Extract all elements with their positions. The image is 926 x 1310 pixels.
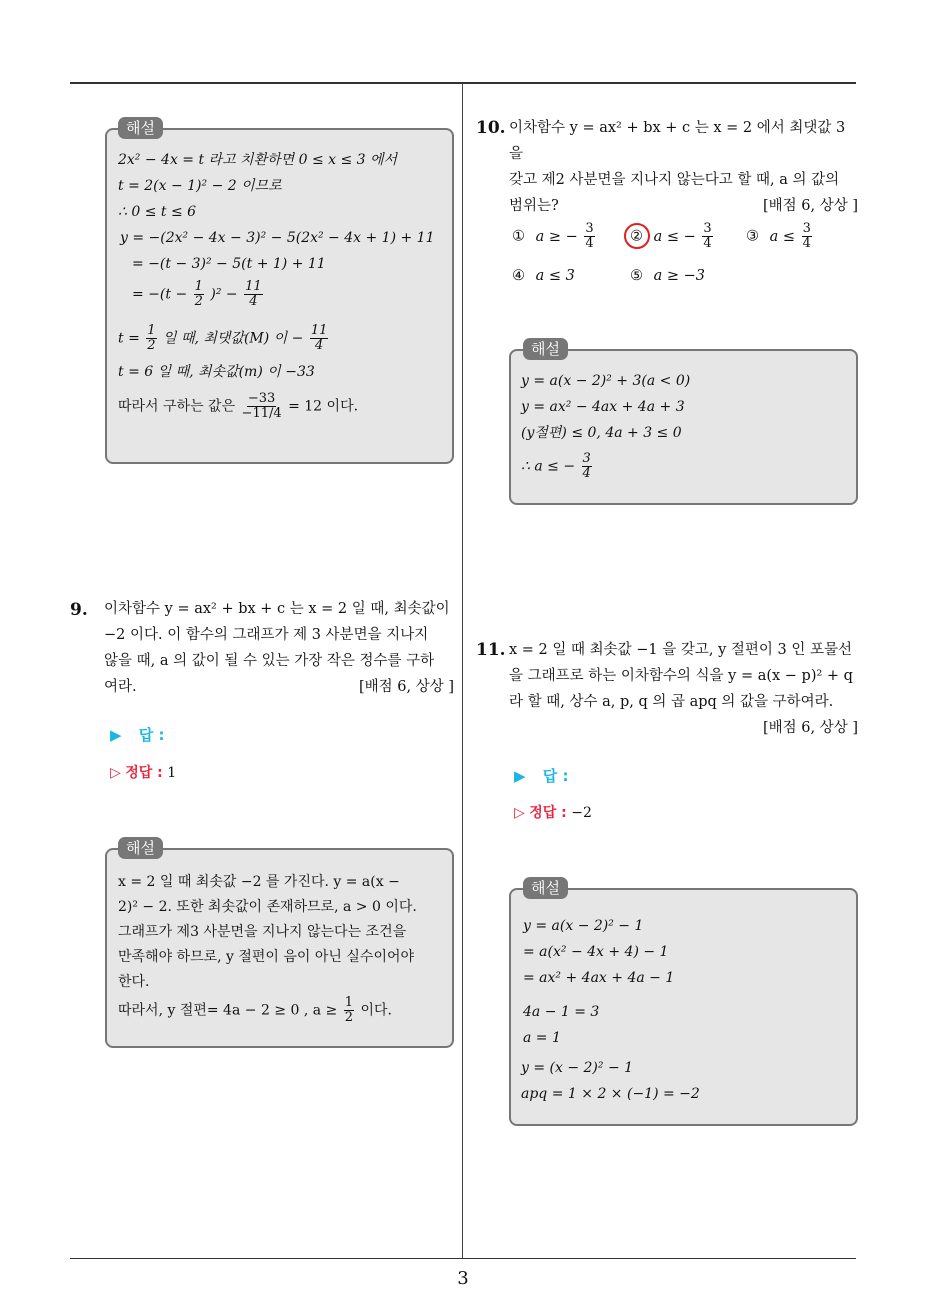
q10-option-1[interactable]	[512, 222, 597, 251]
q9-correct	[110, 762, 176, 782]
option-fraction	[584, 222, 594, 251]
option-text: a ≥ −	[535, 228, 578, 245]
option-text: a ≥ −3	[653, 268, 705, 284]
fraction-denominator: 4	[802, 236, 811, 251]
fraction-numerator: 11	[245, 279, 262, 294]
q10-line-3-text: 범위는?	[509, 198, 559, 214]
q9-number: 9.	[70, 600, 88, 620]
option-mark: ②	[630, 228, 643, 245]
q11-solution-tag: 해설	[523, 877, 568, 899]
q11-sol-line-3: = ax² + 4ax + 4a − 1	[523, 970, 675, 986]
q9-line-2: −2 이다. 이 함수의 그래프가 제 3 사분면을 지나지	[104, 627, 429, 643]
q11-sol-line-1: y = a(x − 2)² − 1	[523, 918, 644, 934]
q9-answer-field[interactable]	[110, 724, 165, 745]
q9-line-4-text: 여라.	[104, 679, 137, 695]
option-text: a ≤	[769, 228, 796, 245]
q9-score: [배점 6, 상상 ]	[358, 679, 454, 695]
q10-text	[509, 115, 858, 219]
q10-sol-line-4-a: ∴ a ≤ −	[521, 458, 576, 475]
option-mark: ①	[512, 228, 525, 245]
q10-sol-line-4	[521, 452, 594, 481]
play-arrow-icon: ▶	[110, 726, 122, 744]
q11-sol-line-7: apq = 1 × 2 × (−1) = −2	[521, 1086, 700, 1102]
q9-solution-tag: 해설	[118, 837, 163, 859]
q11-number: 11.	[476, 640, 506, 660]
q10-option-4[interactable]	[512, 268, 575, 284]
fraction-numerator: −33	[247, 391, 276, 406]
top-rule	[70, 82, 856, 84]
q8-sol-line-9-b: = 12 이다.	[288, 398, 359, 415]
q8-sol-line-6-frac2	[244, 280, 263, 309]
q10-option-3[interactable]	[746, 222, 814, 251]
q9-sol-line-4: 만족해야 하므로, y 절편이 음이 아닌 실수이어야	[118, 949, 415, 965]
hollow-arrow-icon: ▷	[110, 765, 121, 781]
q10-sol-line-1: y = a(x − 2)² + 3(a < 0)	[521, 373, 691, 389]
fraction-numerator: 3	[802, 221, 811, 236]
q11-score: [배점 6, 상상 ]	[762, 720, 858, 736]
q9-line-1: 이차함수 y = ax² + bx + c 는 x = 2 일 때, 최솟값이	[104, 601, 450, 617]
q9-sol-line-6-b: 이다.	[360, 1002, 392, 1019]
fraction-denominator: 4	[314, 338, 324, 353]
fraction-denominator: 4	[585, 236, 594, 251]
fraction-denominator: 2	[194, 294, 203, 309]
fraction-denominator: −11/4	[241, 406, 282, 421]
q8-sol-line-8: t = 6 일 때, 최솟값(m) 이 −33	[118, 364, 315, 380]
fraction-numerator: 1	[344, 995, 354, 1010]
q8-sol-line-9-frac	[242, 392, 282, 421]
q8-sol-line-7-b: 일 때, 최댓값(M) 이 −	[163, 330, 304, 347]
q11-answer-field[interactable]	[514, 765, 569, 786]
q9-sol-line-5: 한다.	[118, 974, 150, 990]
q11-correct-value: −2	[571, 805, 592, 821]
q10-line-2: 갖고 제2 사분면을 지나지 않는다고 할 때, a 의 값의	[509, 172, 840, 188]
q10-option-2[interactable]	[630, 222, 715, 251]
option-text: a ≤ −	[653, 228, 696, 245]
q9-sol-line-3: 그래프가 제3 사분면을 지나지 않는다는 조건을	[118, 924, 407, 940]
q10-option-5[interactable]	[630, 268, 705, 284]
play-arrow-icon: ▶	[514, 767, 526, 785]
q10-sol-line-4-frac	[582, 452, 592, 481]
bottom-rule	[70, 1258, 856, 1259]
q9-correct-label: 정답 :	[125, 765, 163, 781]
q8-solution-tag: 해설	[118, 117, 163, 139]
q10-line-1: 이차함수 y = ax² + bx + c 는 x = 2 에서 최댓값 3 을	[509, 120, 846, 162]
q11-sol-line-5: a = 1	[523, 1030, 561, 1046]
q9-answer-label: 답 :	[138, 726, 165, 744]
q10-solution-tag: 해설	[523, 338, 568, 360]
q11-text	[509, 637, 858, 741]
option-text: a ≤ 3	[535, 268, 575, 284]
fraction-denominator: 2	[344, 1010, 354, 1025]
q8-sol-line-7-frac	[146, 324, 156, 353]
fraction-denominator: 4	[703, 236, 712, 251]
q11-line-3: 라 할 때, 상수 a, p, q 의 곱 apq 의 값을 구하여라.	[509, 694, 834, 710]
fraction-denominator: 4	[249, 294, 258, 309]
fraction-denominator: 4	[582, 466, 591, 481]
q9-sol-line-6-a: 따라서, y 절편= 4a − 2 ≥ 0 , a ≥	[118, 1002, 338, 1019]
q11-line-1: x = 2 일 때 최솟값 −1 을 갖고, y 절편이 3 인 포물선	[509, 642, 852, 658]
q8-sol-line-1: 2x² − 4x = t 라고 치환하면 0 ≤ x ≤ 3 에서	[118, 152, 398, 168]
fraction-numerator: 3	[585, 221, 594, 236]
hollow-arrow-icon: ▷	[514, 805, 525, 821]
fraction-numerator: 1	[147, 323, 156, 338]
fraction-numerator: 3	[582, 451, 591, 466]
option-mark: ④	[512, 268, 525, 284]
option-mark: ③	[746, 228, 759, 245]
fraction-denominator: 2	[147, 338, 156, 353]
q9-line-3: 않을 때, a 의 값이 될 수 있는 가장 작은 정수를 구하	[104, 653, 435, 669]
q9-sol-line-1: x = 2 일 때 최솟값 −2 를 가진다. y = a(x −	[118, 874, 400, 890]
q10-line-3	[509, 193, 858, 219]
option-fraction	[702, 222, 712, 251]
q11-answer-label: 답 :	[542, 767, 569, 785]
q8-sol-line-6-a: = −(t −	[132, 286, 188, 303]
q11-sol-line-6: y = (x − 2)² − 1	[521, 1060, 634, 1076]
q8-sol-line-4: y = −(2x² − 4x − 3)² − 5(2x² − 4x + 1) + 11	[120, 230, 435, 246]
q11-line-2: 을 그래프로 하는 이차함수의 식을 y = a(x − p)² + q	[509, 668, 853, 684]
q8-sol-line-9	[118, 392, 358, 421]
option-mark: ⑤	[630, 268, 643, 284]
fraction-numerator: 3	[703, 221, 712, 236]
q10-number: 10.	[476, 118, 506, 138]
column-divider	[462, 84, 463, 1258]
q8-sol-line-6-b: )² −	[210, 286, 238, 303]
q10-sol-line-3: (y절편) ≤ 0, 4a + 3 ≤ 0	[521, 425, 682, 441]
q8-sol-line-7-a: t =	[118, 330, 140, 347]
q8-sol-line-7	[118, 324, 330, 353]
q8-sol-line-6	[132, 280, 265, 309]
q9-sol-line-6	[118, 996, 392, 1025]
q11-line-4	[509, 715, 858, 741]
q9-line-4	[104, 674, 454, 700]
q9-correct-value: 1	[167, 765, 177, 781]
q9-sol-line-2: 2)² − 2. 또한 최솟값이 존재하므로, a > 0 이다.	[118, 899, 417, 915]
q8-sol-line-5: = −(t − 3)² − 5(t + 1) + 11	[132, 256, 326, 272]
q11-sol-line-2: = a(x² − 4x + 4) − 1	[523, 944, 669, 960]
q10-score: [배점 6, 상상 ]	[762, 198, 858, 214]
q10-sol-line-2: y = ax² − 4ax + 4a + 3	[521, 399, 685, 415]
q11-correct	[514, 802, 592, 822]
q8-sol-line-2: t = 2(x − 1)² − 2 이므로	[118, 178, 282, 194]
fraction-numerator: 1	[194, 279, 203, 294]
q8-sol-line-7-frac2	[310, 324, 329, 353]
page-number: 3	[457, 1268, 469, 1289]
q9-sol-line-6-frac	[344, 996, 354, 1025]
fraction-numerator: 11	[310, 323, 328, 338]
option-fraction	[802, 222, 812, 251]
q11-correct-label: 정답 :	[529, 805, 567, 821]
q9-text	[104, 596, 454, 700]
q8-sol-line-9-a: 따라서 구하는 값은	[118, 398, 236, 415]
q8-sol-line-6-frac	[194, 280, 204, 309]
q11-sol-line-4: 4a − 1 = 3	[523, 1004, 600, 1020]
q8-sol-line-3: ∴ 0 ≤ t ≤ 6	[118, 204, 197, 220]
